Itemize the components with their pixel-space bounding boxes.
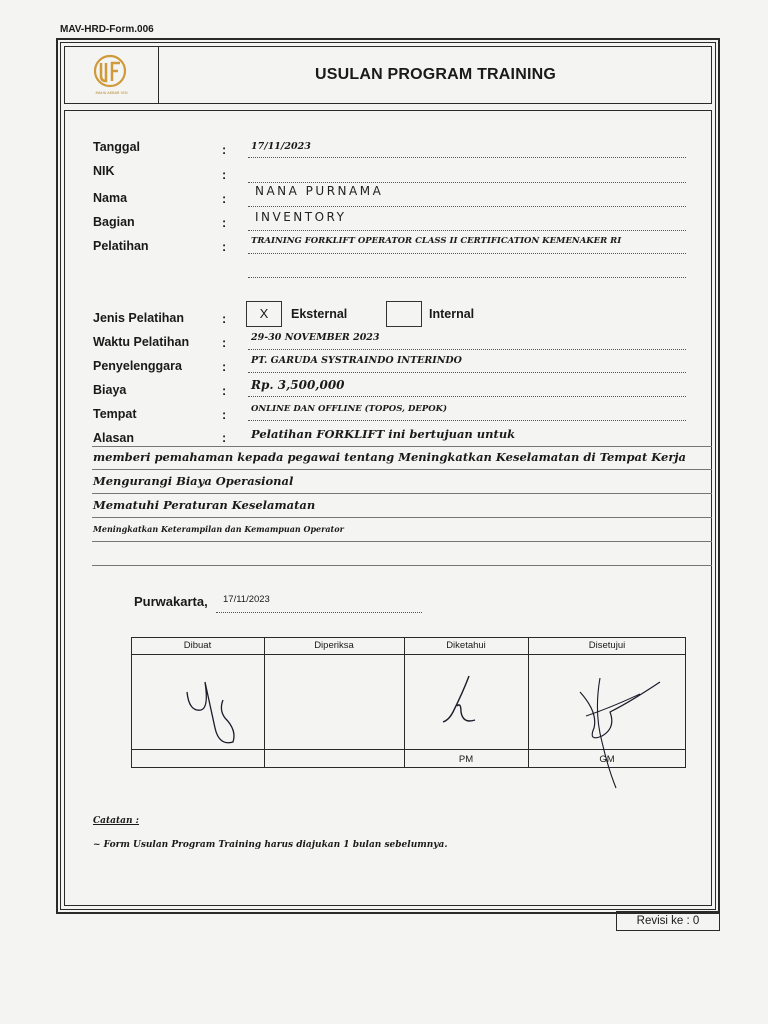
dotted-line: [248, 206, 686, 207]
colon: :: [222, 360, 227, 374]
colon: :: [222, 240, 227, 254]
table-divider: [131, 654, 686, 655]
dotted-line: [248, 277, 686, 278]
dotted-line: [248, 230, 686, 231]
logo-caption-text: MAHA AKBAR VISI: [95, 91, 128, 95]
rule-line: [92, 517, 712, 518]
tanggal-value: 17/11/2023: [251, 141, 311, 152]
colon: :: [222, 408, 227, 422]
dotted-line: [248, 349, 686, 350]
sig-header-dibuat: Dibuat: [183, 640, 212, 651]
company-logo-icon: [64, 46, 159, 104]
reason-line: Meningkatkan Keterampilan dan Kemampuan Operator: [93, 524, 344, 534]
eksternal-checkbox[interactable]: X: [246, 301, 282, 327]
rule-line: [92, 541, 712, 542]
pelatihan-value: TRAINING FORKLIFT OPERATOR CLASS II CERTIFICATION KEMENAKER RI: [251, 236, 622, 246]
place-label: Purwakarta,: [134, 594, 208, 609]
signed-date: 17/11/2023: [223, 594, 270, 605]
dotted-line: [248, 253, 686, 254]
colon: :: [222, 384, 227, 398]
internal-label: Internal: [429, 307, 475, 321]
rule-line: [92, 493, 712, 494]
colon: :: [222, 336, 227, 350]
dotted-line: [216, 612, 422, 613]
colon: :: [222, 431, 227, 445]
nama-label: Nama: [93, 191, 128, 205]
tempat-label: Tempat: [93, 407, 137, 421]
tanggal-label: Tanggal: [93, 140, 140, 154]
dotted-line: [248, 157, 686, 158]
biaya-label: Biaya: [93, 383, 127, 397]
alasan-value: Pelatihan FORKLIFT ini bertujuan untuk: [251, 427, 516, 441]
waktu-pelatihan-value: 29-30 NOVEMBER 2023: [251, 332, 380, 343]
alasan-label: Alasan: [93, 431, 134, 445]
reason-line: memberi pemahaman kepada pegawai tentang Meningkatkan Keselamatan di Tempat Kerja: [93, 450, 687, 464]
tempat-value: ONLINE DAN OFFLINE (TOPOS, DEPOK): [251, 404, 448, 414]
revision-box: Revisi ke : 0: [616, 911, 720, 931]
penyelenggara-label: Penyelenggara: [93, 359, 182, 373]
colon: :: [222, 192, 227, 206]
nama-value: NANA PURNAMA: [255, 184, 384, 198]
sig-footer-disetujui: GM: [599, 754, 615, 765]
nik-label: NIK: [93, 164, 115, 178]
form-code: MAV-HRD-Form.006: [60, 24, 154, 35]
bagian-value: INVENTORY: [255, 210, 347, 224]
rule-line: [92, 446, 712, 447]
sig-header-diperiksa: Diperiksa: [314, 640, 354, 651]
jenis-pelatihan-label: Jenis Pelatihan: [93, 311, 185, 325]
colon: :: [222, 168, 227, 182]
signature-diketahui-icon: [435, 672, 485, 732]
colon: :: [222, 143, 227, 157]
page-title: USULAN PROGRAM TRAINING: [314, 66, 557, 83]
penyelenggara-value: PT. GARUDA SYSTRAINDO INTERINDO: [251, 355, 462, 366]
reason-line: Mematuhi Peraturan Keselamatan: [93, 498, 316, 512]
sig-header-disetujui: Disetujui: [588, 640, 626, 651]
signature-dibuat-icon: [175, 670, 245, 750]
rule-line: [92, 565, 712, 566]
bagian-label: Bagian: [93, 215, 135, 229]
eksternal-label: Eksternal: [291, 307, 348, 321]
notes-text: ~ Form Usulan Program Training harus diajukan 1 bulan sebelumnya.: [93, 840, 448, 850]
dotted-line: [248, 420, 686, 421]
colon: :: [222, 216, 227, 230]
rule-line: [92, 469, 712, 470]
colon: :: [222, 312, 227, 326]
signature-disetujui-icon: [570, 672, 670, 792]
waktu-pelatihan-label: Waktu Pelatihan: [93, 335, 190, 349]
dotted-line: [248, 182, 686, 183]
biaya-value: Rp. 3,500,000: [251, 378, 345, 392]
dotted-line: [248, 372, 686, 373]
internal-checkbox[interactable]: [386, 301, 422, 327]
logo-cell: [64, 46, 159, 104]
sig-header-diketahui: Diketahui: [446, 640, 486, 651]
notes-title: Catatan :: [93, 816, 139, 826]
sig-footer-diketahui: PM: [458, 754, 474, 765]
reason-line: Mengurangi Biaya Operasional: [93, 474, 294, 488]
pelatihan-label: Pelatihan: [93, 239, 149, 253]
dotted-line: [248, 396, 686, 397]
